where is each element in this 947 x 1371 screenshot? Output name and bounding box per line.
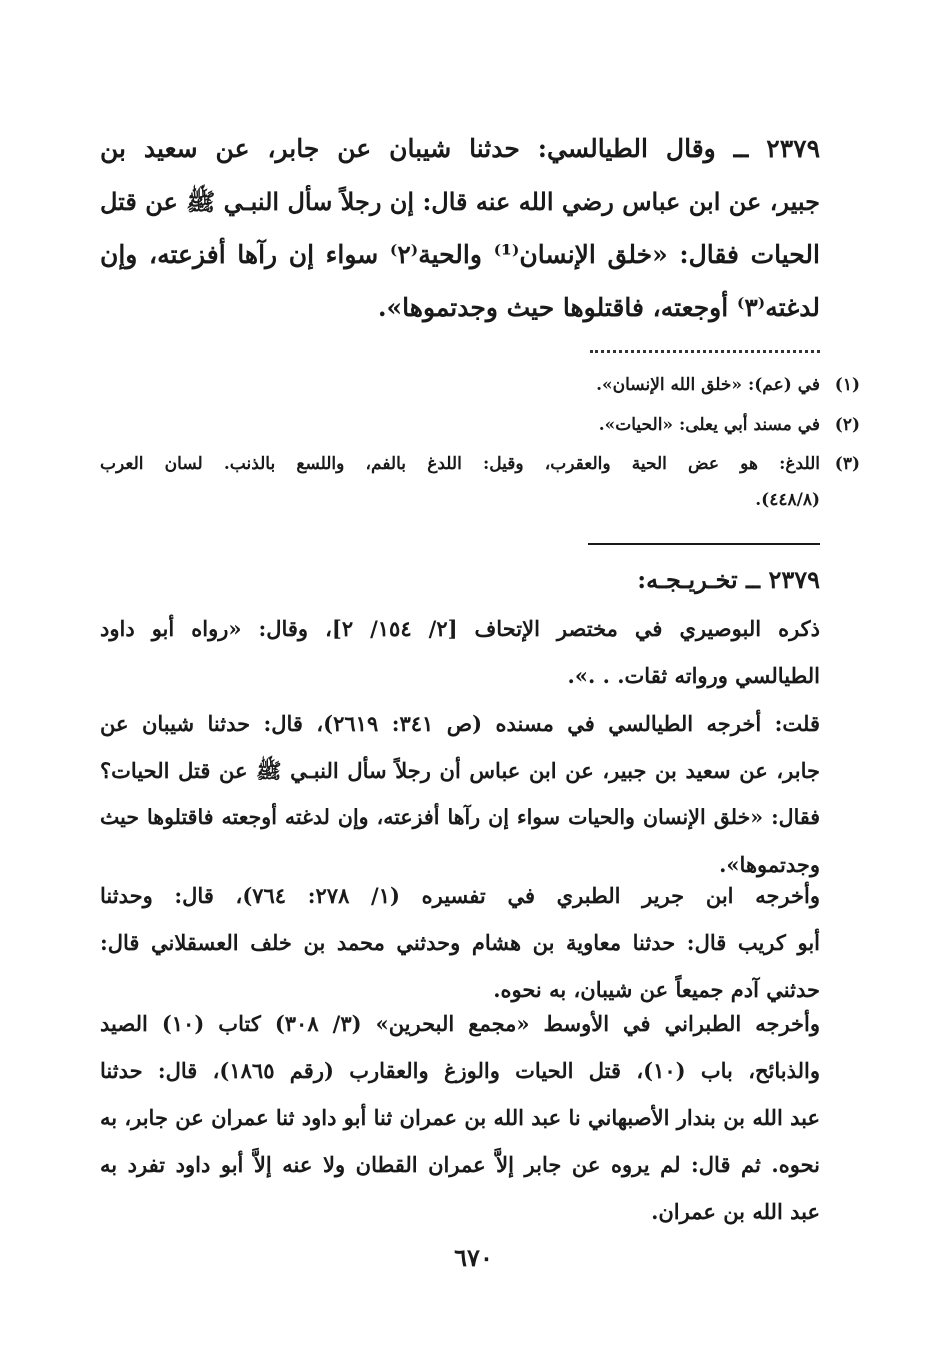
footnote-text: في (عم): «خلق الله الإنسان». [596, 375, 820, 395]
paragraph-line: أبو كريب قال: حدثنا معاوية بن هشام وحدثني محمد بن خلف العسقلاني قال: [100, 930, 820, 955]
footnote-1 [596, 368, 860, 402]
paragraph-line: جابر، عن سعيد بن جبير، عن ابن عباس أن رجلاً سأل النبـي ﷺ عن قتل الحيات؟ [100, 758, 820, 783]
takhrij-paragraph-2 [100, 700, 820, 888]
paragraph-line: والذبائح، باب (١٠)، قتل الحيات والوزغ والعقارب (رقم ١٨٦٥)، قال: حدثنا [100, 1058, 821, 1083]
footnote-3 [100, 447, 860, 481]
takhrij-paragraph-4 [100, 1000, 820, 1235]
paragraph-line: ذكره البوصيري في مختصر الإتحاف [٢/ ١٥٤/ ٢]، وقال: «رواه أبو داود [100, 616, 821, 641]
page-number: ٦٧٠ [454, 1243, 493, 1272]
paragraph-line: وأخرجه الطبراني في الأوسط «مجمع البحرين» (٣/ ٣٠٨) كتاب (١٠) الصيد [100, 1011, 821, 1036]
footnote-2 [598, 408, 860, 442]
section-rule [588, 543, 820, 545]
hadith-text [100, 122, 820, 334]
takhrij-paragraph-3 [100, 872, 820, 1013]
paragraph-line: حدثني آدم جميعاً عن شيبان، به نحوه. [493, 977, 820, 1002]
footnote-number: (١) [834, 375, 860, 395]
footnote-separator [590, 340, 820, 353]
paragraph-line: قلت: أخرجه الطيالسي في مسنده (ص ٣٤١: ٢٦١٩)، قال: حدثنا شيبان عن [100, 711, 820, 736]
footnote-text: (٤٤٨/٨). [755, 490, 820, 510]
paragraph-line: نحوه. ثم قال: لم يروه عن جابر إلاَّ عمران القطان ولا عنه إلاَّ أبو داود تفرد به [100, 1152, 820, 1177]
footnote-text: في مسند أبي يعلى: «الحيات». [598, 415, 820, 435]
paragraph-line: فقال: «خلق الإنسان والحيات سواء إن رآها أفزعته، وإن لدغته أوجعته فاقتلوها حيث [100, 805, 820, 829]
footnote-3-continuation [755, 483, 820, 517]
paragraph-line: عبد الله بن بندار الأصبهاني نا عبد الله بن عمران ثنا أبو داود ثنا عمران عن جابر، به [99, 1105, 820, 1130]
takhrij-paragraph-1 [100, 605, 820, 699]
hadith-line: ٢٣٧٩ ــ وقال الطيالسي: حدثنا شيبان عن جابر، عن سعيد بن [100, 134, 820, 163]
footnote-text: اللدغ: هو عض الحية والعقرب، وقيل: اللدغ بالفم، واللسع بالذنب. لسان العرب [100, 454, 820, 474]
hadith-line: الحيات فقال: «خلق الإنسان⁽¹⁾ والحية⁽٢⁾ سواء إن رآها أفزعته، وإن [100, 240, 820, 269]
paragraph-line: عبد الله بن عمران. [651, 1199, 820, 1224]
paragraph-line: وأخرجه ابن جرير الطبري في تفسيره (١/ ٢٧٨: ٧٦٤)، قال: وحدثنا [100, 883, 820, 908]
paragraph-line: الطيالسي ورواته ثقات. . .». [567, 663, 820, 688]
paragraph-line: وجدتموها». [719, 852, 820, 877]
footnote-number: (٢) [834, 415, 860, 435]
footnote-number: (٣) [834, 454, 860, 474]
takhrij-heading: ٢٣٧٩ ــ تخـريـجـه: [637, 565, 820, 594]
hadith-line: لدغته⁽٣⁾ أوجعته، فاقتلوها حيث وجدتموها». [377, 293, 820, 322]
hadith-line: جبير، عن ابن عباس رضي الله عنه قال: إن رجلاً سأل النبـي ﷺ عن قتل [100, 187, 820, 216]
